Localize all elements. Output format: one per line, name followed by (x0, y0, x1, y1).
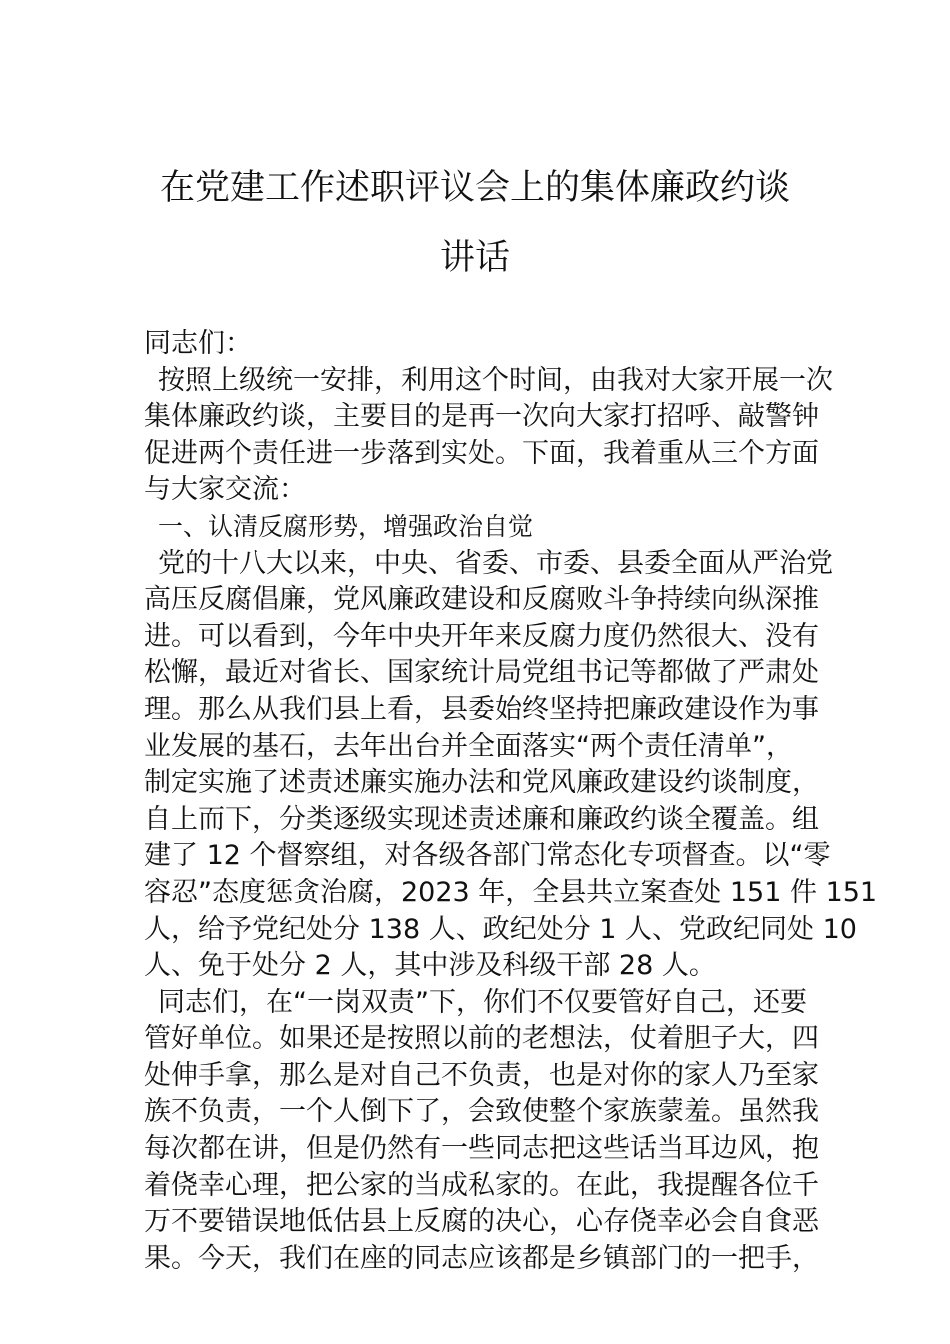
body-line: 制定实施了述责述廉实施办法和党风廉政建设约谈制度， (144, 767, 819, 799)
body-line: 建了 12 个督察组，对各级各部门常态化专项督查。以“零 (144, 840, 831, 872)
body-line: 业发展的基石，去年出台并全面落实“两个责任清单”， (144, 730, 793, 762)
body-line: 与大家交流： (144, 474, 306, 506)
body-line: 每次都在讲，但是仍然有一些同志把这些话当耳边风，抱 (144, 1133, 819, 1165)
body-line: 容忍”态度惩贪治腐，2023 年，全县共立案查处 151 件 151 (144, 876, 878, 908)
body-line: 党的十八大以来，中央、省委、市委、县委全面从严治党 (158, 547, 833, 579)
body-line: 按照上级统一安排，利用这个时间，由我对大家开展一次 (158, 364, 833, 396)
body-line: 着侥幸心理，把公家的当成私家的。在此，我提醒各位千 (144, 1169, 819, 1201)
body-line: 人、免于处分 2 人，其中涉及科级干部 28 人。 (144, 950, 716, 982)
body-line: 进。可以看到，今年中央开年来反腐力度仍然很大、没有 (144, 620, 819, 652)
body-line: 管好单位。如果还是按照以前的老想法，仗着胆子大，四 (144, 1023, 819, 1055)
document-body (144, 326, 878, 1277)
body-line: 处伸手拿，那么是对自己不负责，也是对你的家人乃至家 (144, 1059, 819, 1091)
body-line: 松懈，最近对省长、国家统计局党组书记等都做了严肃处 (144, 657, 819, 689)
body-line: 高压反腐倡廉，党风廉政建设和反腐败斗争持续向纵深推 (144, 584, 819, 616)
body-line: 族不负责，一个人倒下了，会致使整个家族蒙羞。虽然我 (144, 1096, 819, 1128)
document-title-line-1: 在党建工作述职评议会上的集体廉政约谈 (159, 168, 790, 208)
document-title-line-2: 讲话 (439, 238, 510, 278)
body-line: 万不要错误地低估县上反腐的决心，心存侥幸必会自食恶 (144, 1206, 819, 1238)
section-heading: 一、认清反腐形势，增强政治自觉 (158, 511, 534, 541)
body-line: 集体廉政约谈，主要目的是再一次向大家打招呼、敲警钟 (144, 401, 819, 433)
body-line: 自上而下，分类逐级实现述责述廉和廉政约谈全覆盖。组 (144, 803, 819, 835)
body-line: 同志们： (144, 328, 252, 359)
body-line: 理。那么从我们县上看，县委始终坚持把廉政建设作为事 (144, 693, 819, 725)
body-line: 果。今天，我们在座的同志应该都是乡镇部门的一把手， (144, 1242, 819, 1274)
body-line: 人，给予党纪处分 138 人、政纪处分 1 人、党政纪同处 10 (144, 913, 857, 945)
body-line: 促进两个责任进一步落到实处。下面，我着重从三个方面 (144, 437, 819, 469)
body-line: 同志们，在“一岗双责”下，你们不仅要管好自己，还要 (158, 986, 807, 1018)
